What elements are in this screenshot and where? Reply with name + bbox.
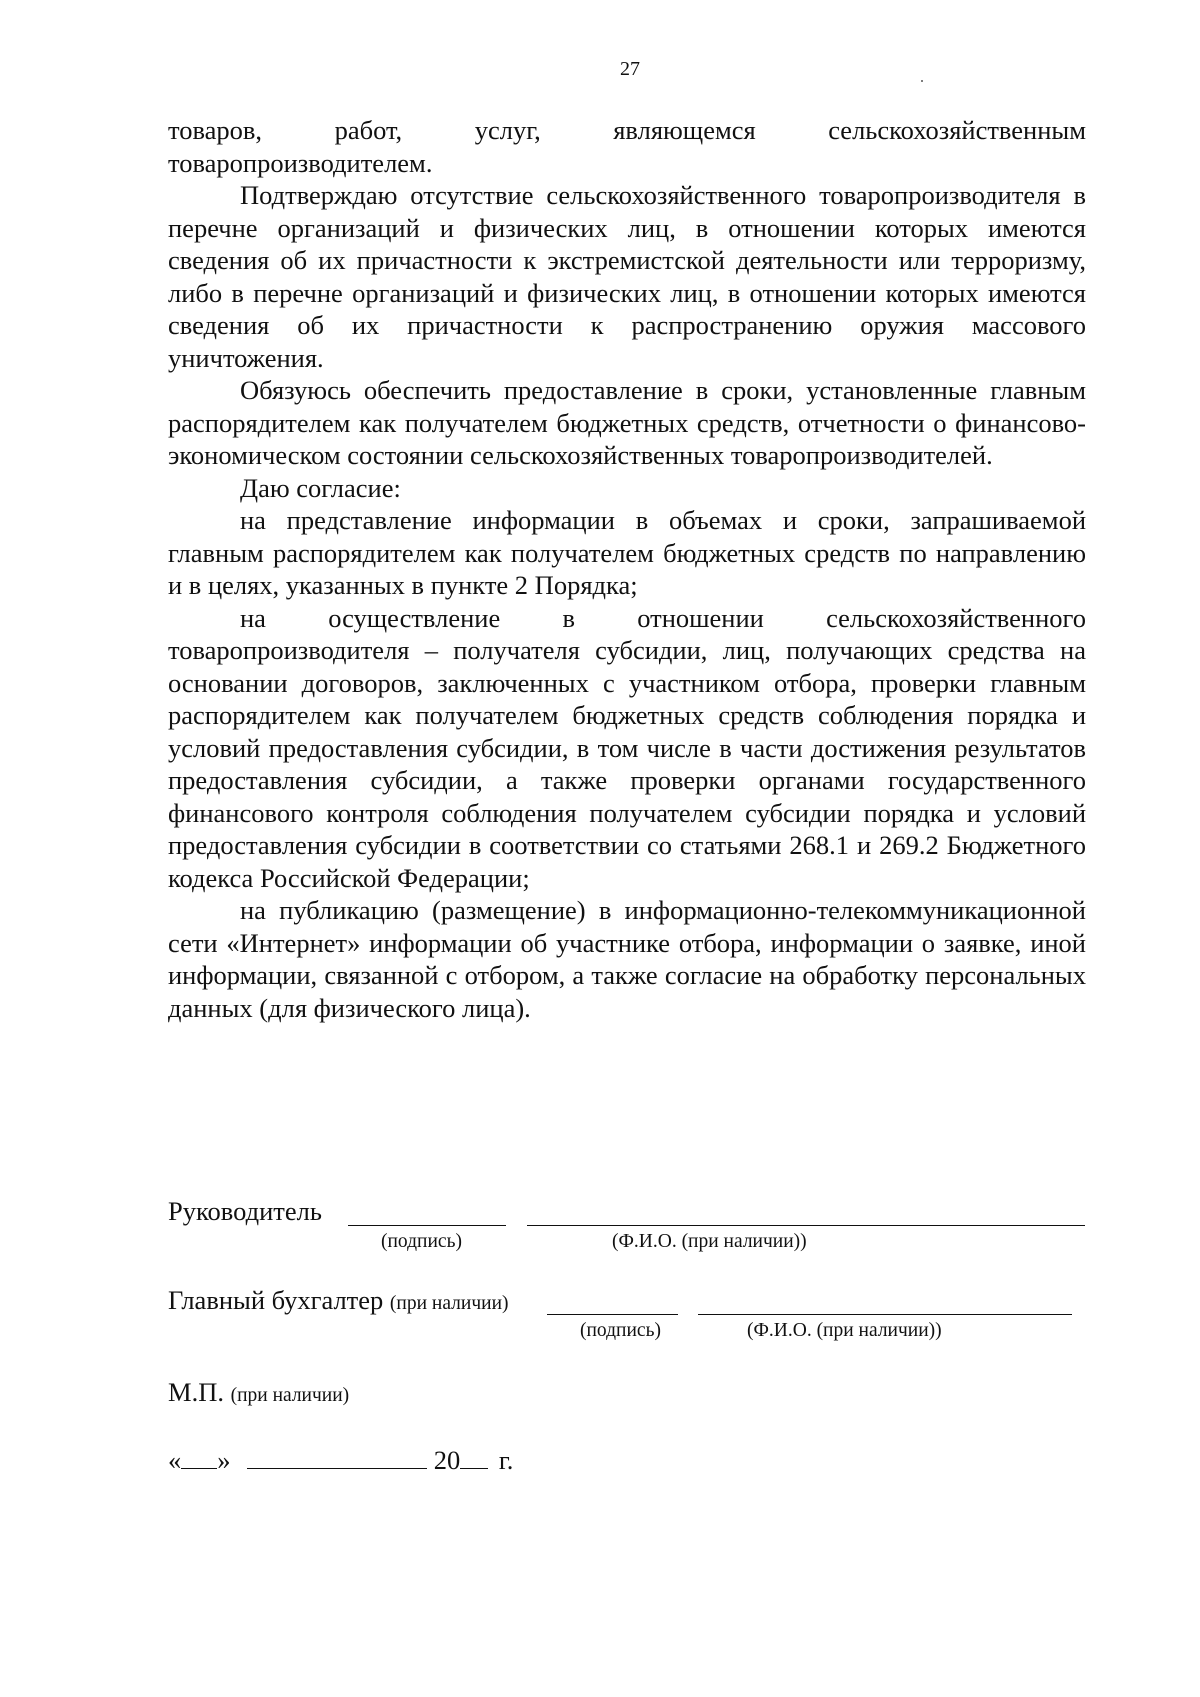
head-signature-line[interactable] bbox=[348, 1225, 506, 1226]
day-blank[interactable] bbox=[181, 1446, 217, 1469]
scan-speck bbox=[921, 80, 923, 82]
date-open-quote: « bbox=[168, 1445, 182, 1475]
stamp-row bbox=[168, 1377, 349, 1408]
accountant-signature-line[interactable] bbox=[547, 1314, 678, 1315]
accountant-name-caption: (Ф.И.О. (при наличии)) bbox=[747, 1320, 942, 1341]
date-close-quote: » bbox=[217, 1445, 231, 1475]
page-number: 27 bbox=[620, 58, 640, 80]
stamp-label: М.П. bbox=[168, 1377, 224, 1407]
paragraph-5: на представление информации в объемах и сроки, запрашиваемой главным распорядителем как получателем бюджетных средств по направлению и в целях, указанных в пункте 2 Порядка; bbox=[168, 505, 1086, 600]
date-line bbox=[168, 1445, 513, 1476]
document-body bbox=[168, 114, 1086, 1024]
accountant-name-line[interactable] bbox=[698, 1314, 1072, 1315]
head-name-line[interactable] bbox=[527, 1225, 1085, 1226]
year-suffix: г. bbox=[498, 1445, 514, 1475]
paragraph-3: Обязуюсь обеспечить предоставление в сроки, установленные главным распорядителем как получателем бюджетных средств, отчетности о финансово-экономическом состоянии сельскохозяйственных товаропроизводителей. bbox=[168, 375, 1086, 470]
paragraph-2: Подтверждаю отсутствие сельскохозяйственного товаропроизводителя в перечне организаций и физических лиц, в отношении которых имеются сведения об их причастности к экстремистской деятельности или терроризму, либо в перечне организаций и физических лиц, в отношении которых имеются сведения об их причастности к распространению оружия массового уничтожения. bbox=[168, 180, 1086, 373]
accountant-note: (при наличии) bbox=[389, 1293, 509, 1314]
paragraph-1: товаров, работ, услуг, являющемся сельскохозяйственным товаропроизводителем. bbox=[168, 115, 1086, 178]
year-prefix: 20 bbox=[433, 1445, 461, 1475]
accountant-label: Главный бухгалтер bbox=[168, 1285, 384, 1315]
year-blank[interactable] bbox=[460, 1446, 488, 1469]
paragraph-4: Даю согласие: bbox=[240, 472, 401, 503]
paragraph-7: на публикацию (размещение) в информационно-телекоммуникационной сети «Интернет» информации об участнике отбора, информации о заявке, иной информации, связанной с отбором, а также согласие на обработку персональных данных (для физического лица). bbox=[168, 895, 1086, 1023]
month-blank[interactable] bbox=[247, 1446, 427, 1469]
accountant-label-row bbox=[168, 1285, 509, 1316]
head-signature-caption: (подпись) bbox=[381, 1231, 462, 1252]
head-label: Руководитель bbox=[168, 1196, 322, 1226]
paragraph-6: на осуществление в отношении сельскохозяйственного товаропроизводителя – получателя субсидии, лиц, получающих средства на основании договоров, заключенных с участником отбора, проверки главным распорядителем как получателем бюджетных средств соблюдения порядка и условий предоставления субсидии, в том числе в части достижения результатов предоставления субсидии, а также проверки органами государственного финансового контроля соблюдения получателем субсидии порядка и условий предоставления субсидии в соответствии со статьями 268.1 и 269.2 Бюджетного кодекса Российской Федерации; bbox=[168, 602, 1086, 893]
stamp-note: (при наличии) bbox=[230, 1385, 350, 1406]
head-name-caption: (Ф.И.О. (при наличии)) bbox=[612, 1231, 807, 1252]
accountant-signature-caption: (подпись) bbox=[580, 1320, 661, 1341]
